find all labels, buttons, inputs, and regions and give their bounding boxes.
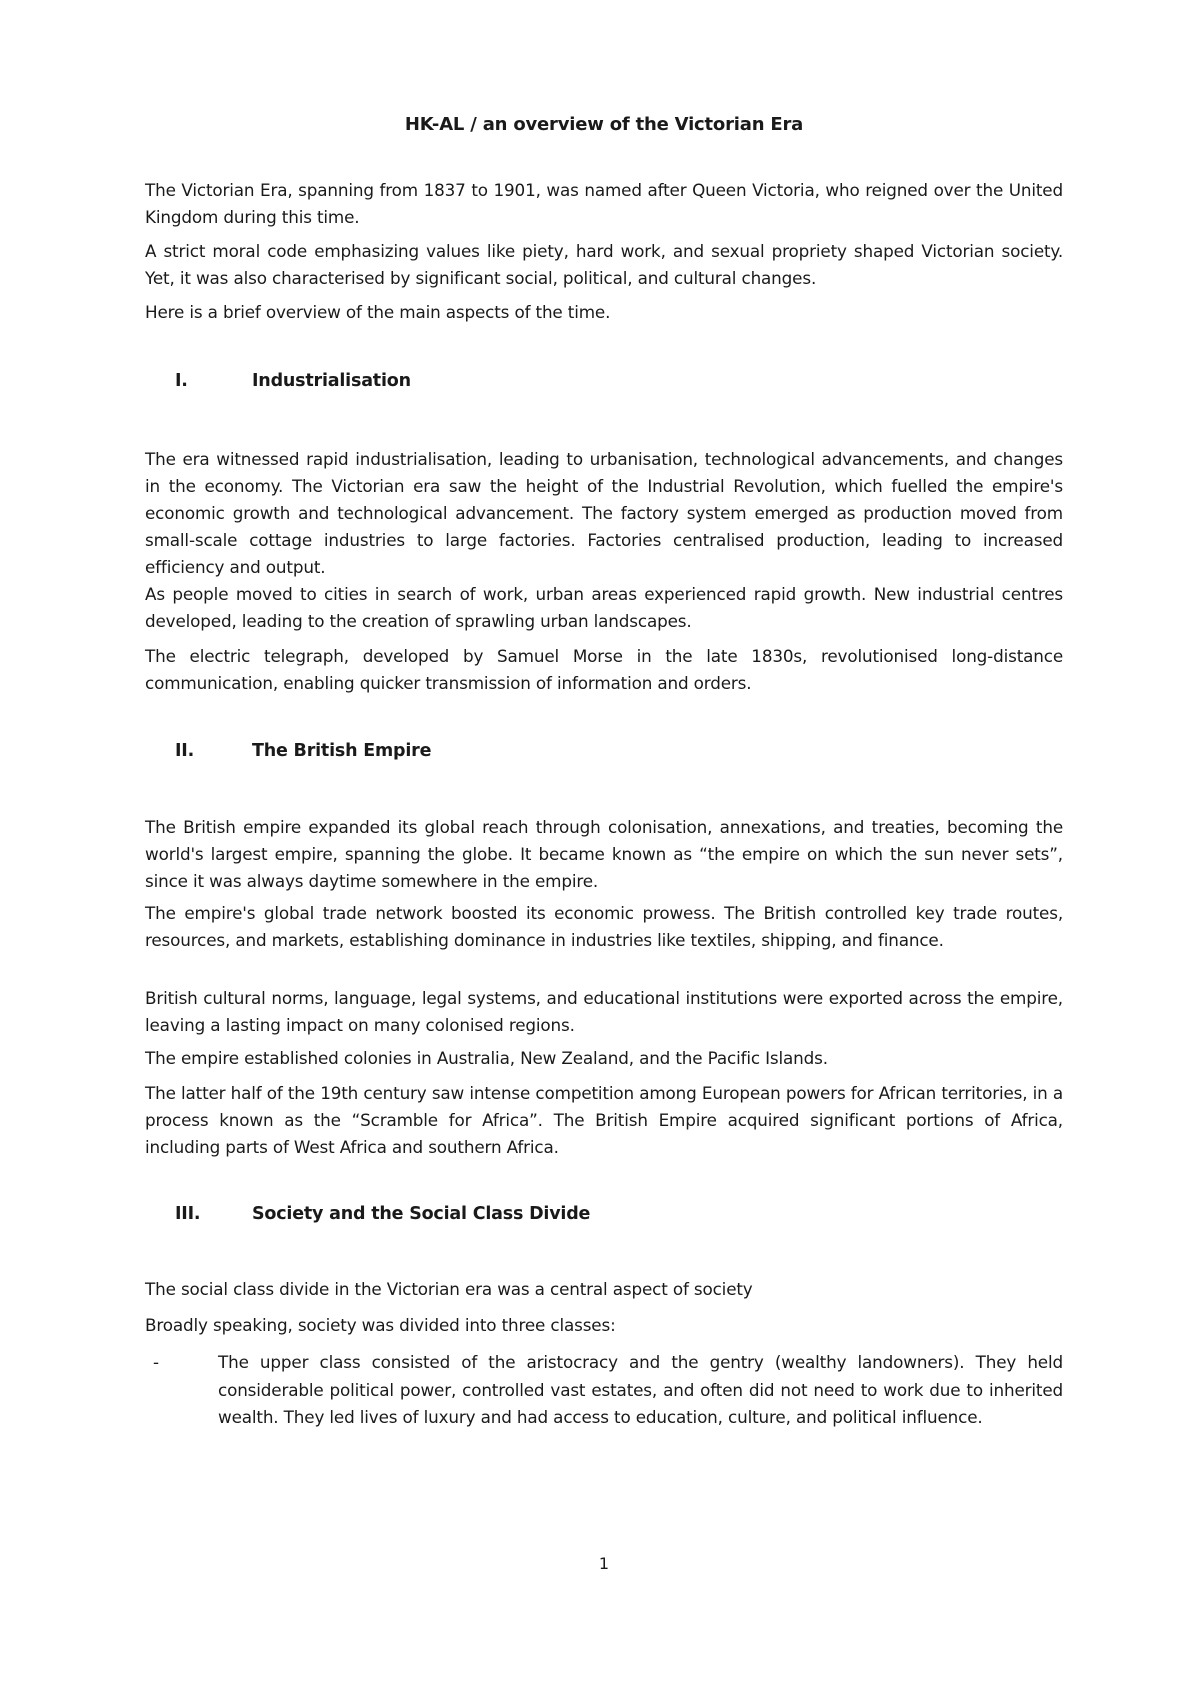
section-paragraph: As people moved to cities in search of work, urban areas experienced rapid growth. New industrial centres developed, leading to the creation of sprawling urban landscapes. bbox=[145, 584, 1063, 631]
section-title: Society and the Social Class Divide bbox=[252, 1204, 591, 1224]
intro-paragraph-3: Here is a brief overview of the main aspects of the time. bbox=[145, 302, 611, 322]
section-paragraph: The social class divide in the Victorian era was a central aspect of society bbox=[145, 1279, 753, 1299]
section-heading-british-empire bbox=[175, 741, 431, 761]
section-paragraph: The era witnessed rapid industrialisation, leading to urbanisation, technological advancements, and changes in the economy. The Victorian era saw the height of the Industrial Revolution, which fuelled the empire's economic growth and technological advancement. The factory system emerged as production moved from small-scale cottage industries to large factories. Factories centralised production, leading to increased efficiency and output. bbox=[145, 449, 1063, 577]
section-number: II. bbox=[175, 741, 195, 761]
section-paragraph: The British empire expanded its global reach through colonisation, annexations, and treaties, becoming the world's largest empire, spanning the globe. It became known as “the empire on which the sun never sets”, since it was always daytime somewhere in the empire. bbox=[145, 817, 1063, 891]
section-heading-social-class bbox=[175, 1204, 590, 1224]
section-heading-industrialisation bbox=[175, 371, 411, 391]
section-number: III. bbox=[175, 1204, 201, 1224]
section-paragraph: The latter half of the 19th century saw intense competition among European powers for African territories, in a process known as the “Scramble for Africa”. The British Empire acquired significant portions of Africa, including parts of West Africa and southern Africa. bbox=[145, 1083, 1063, 1157]
page-number: 1 bbox=[598, 1554, 610, 1573]
document-title: HK-AL / an overview of the Victorian Era bbox=[404, 114, 804, 135]
section-title: Industrialisation bbox=[252, 371, 411, 391]
bullet-marker: - bbox=[153, 1352, 160, 1372]
section-title: The British Empire bbox=[252, 741, 432, 761]
section-paragraph: Broadly speaking, society was divided into three classes: bbox=[145, 1315, 616, 1335]
bullet-text: The upper class consisted of the aristocracy and the gentry (wealthy landowners). They held considerable political power, controlled vast estates, and often did not need to work due to inherited wealth. They led lives of luxury and had access to education, culture, and political influence. bbox=[218, 1352, 1063, 1427]
intro-paragraph-1: The Victorian Era, spanning from 1837 to 1901, was named after Queen Victoria, who reigned over the United Kingdom during this time. bbox=[145, 180, 1063, 227]
document-page bbox=[145, 0, 1063, 1696]
intro-paragraph-2: A strict moral code emphasizing values like piety, hard work, and sexual propriety shaped Victorian society. Yet, it was also characterised by significant social, political, and cultural changes. bbox=[145, 241, 1063, 288]
section-paragraph: The empire's global trade network boosted its economic prowess. The British controlled key trade routes, resources, and markets, establishing dominance in industries like textiles, shipping, and finance. bbox=[145, 903, 1063, 950]
section-number: I. bbox=[175, 371, 188, 391]
section-paragraph: The empire established colonies in Australia, New Zealand, and the Pacific Islands. bbox=[145, 1048, 828, 1068]
section-paragraph: British cultural norms, language, legal systems, and educational institutions were exported across the empire, leaving a lasting impact on many colonised regions. bbox=[145, 988, 1063, 1035]
section-paragraph: The electric telegraph, developed by Samuel Morse in the late 1830s, revolutionised long-distance communication, enabling quicker transmission of information and orders. bbox=[145, 646, 1063, 693]
